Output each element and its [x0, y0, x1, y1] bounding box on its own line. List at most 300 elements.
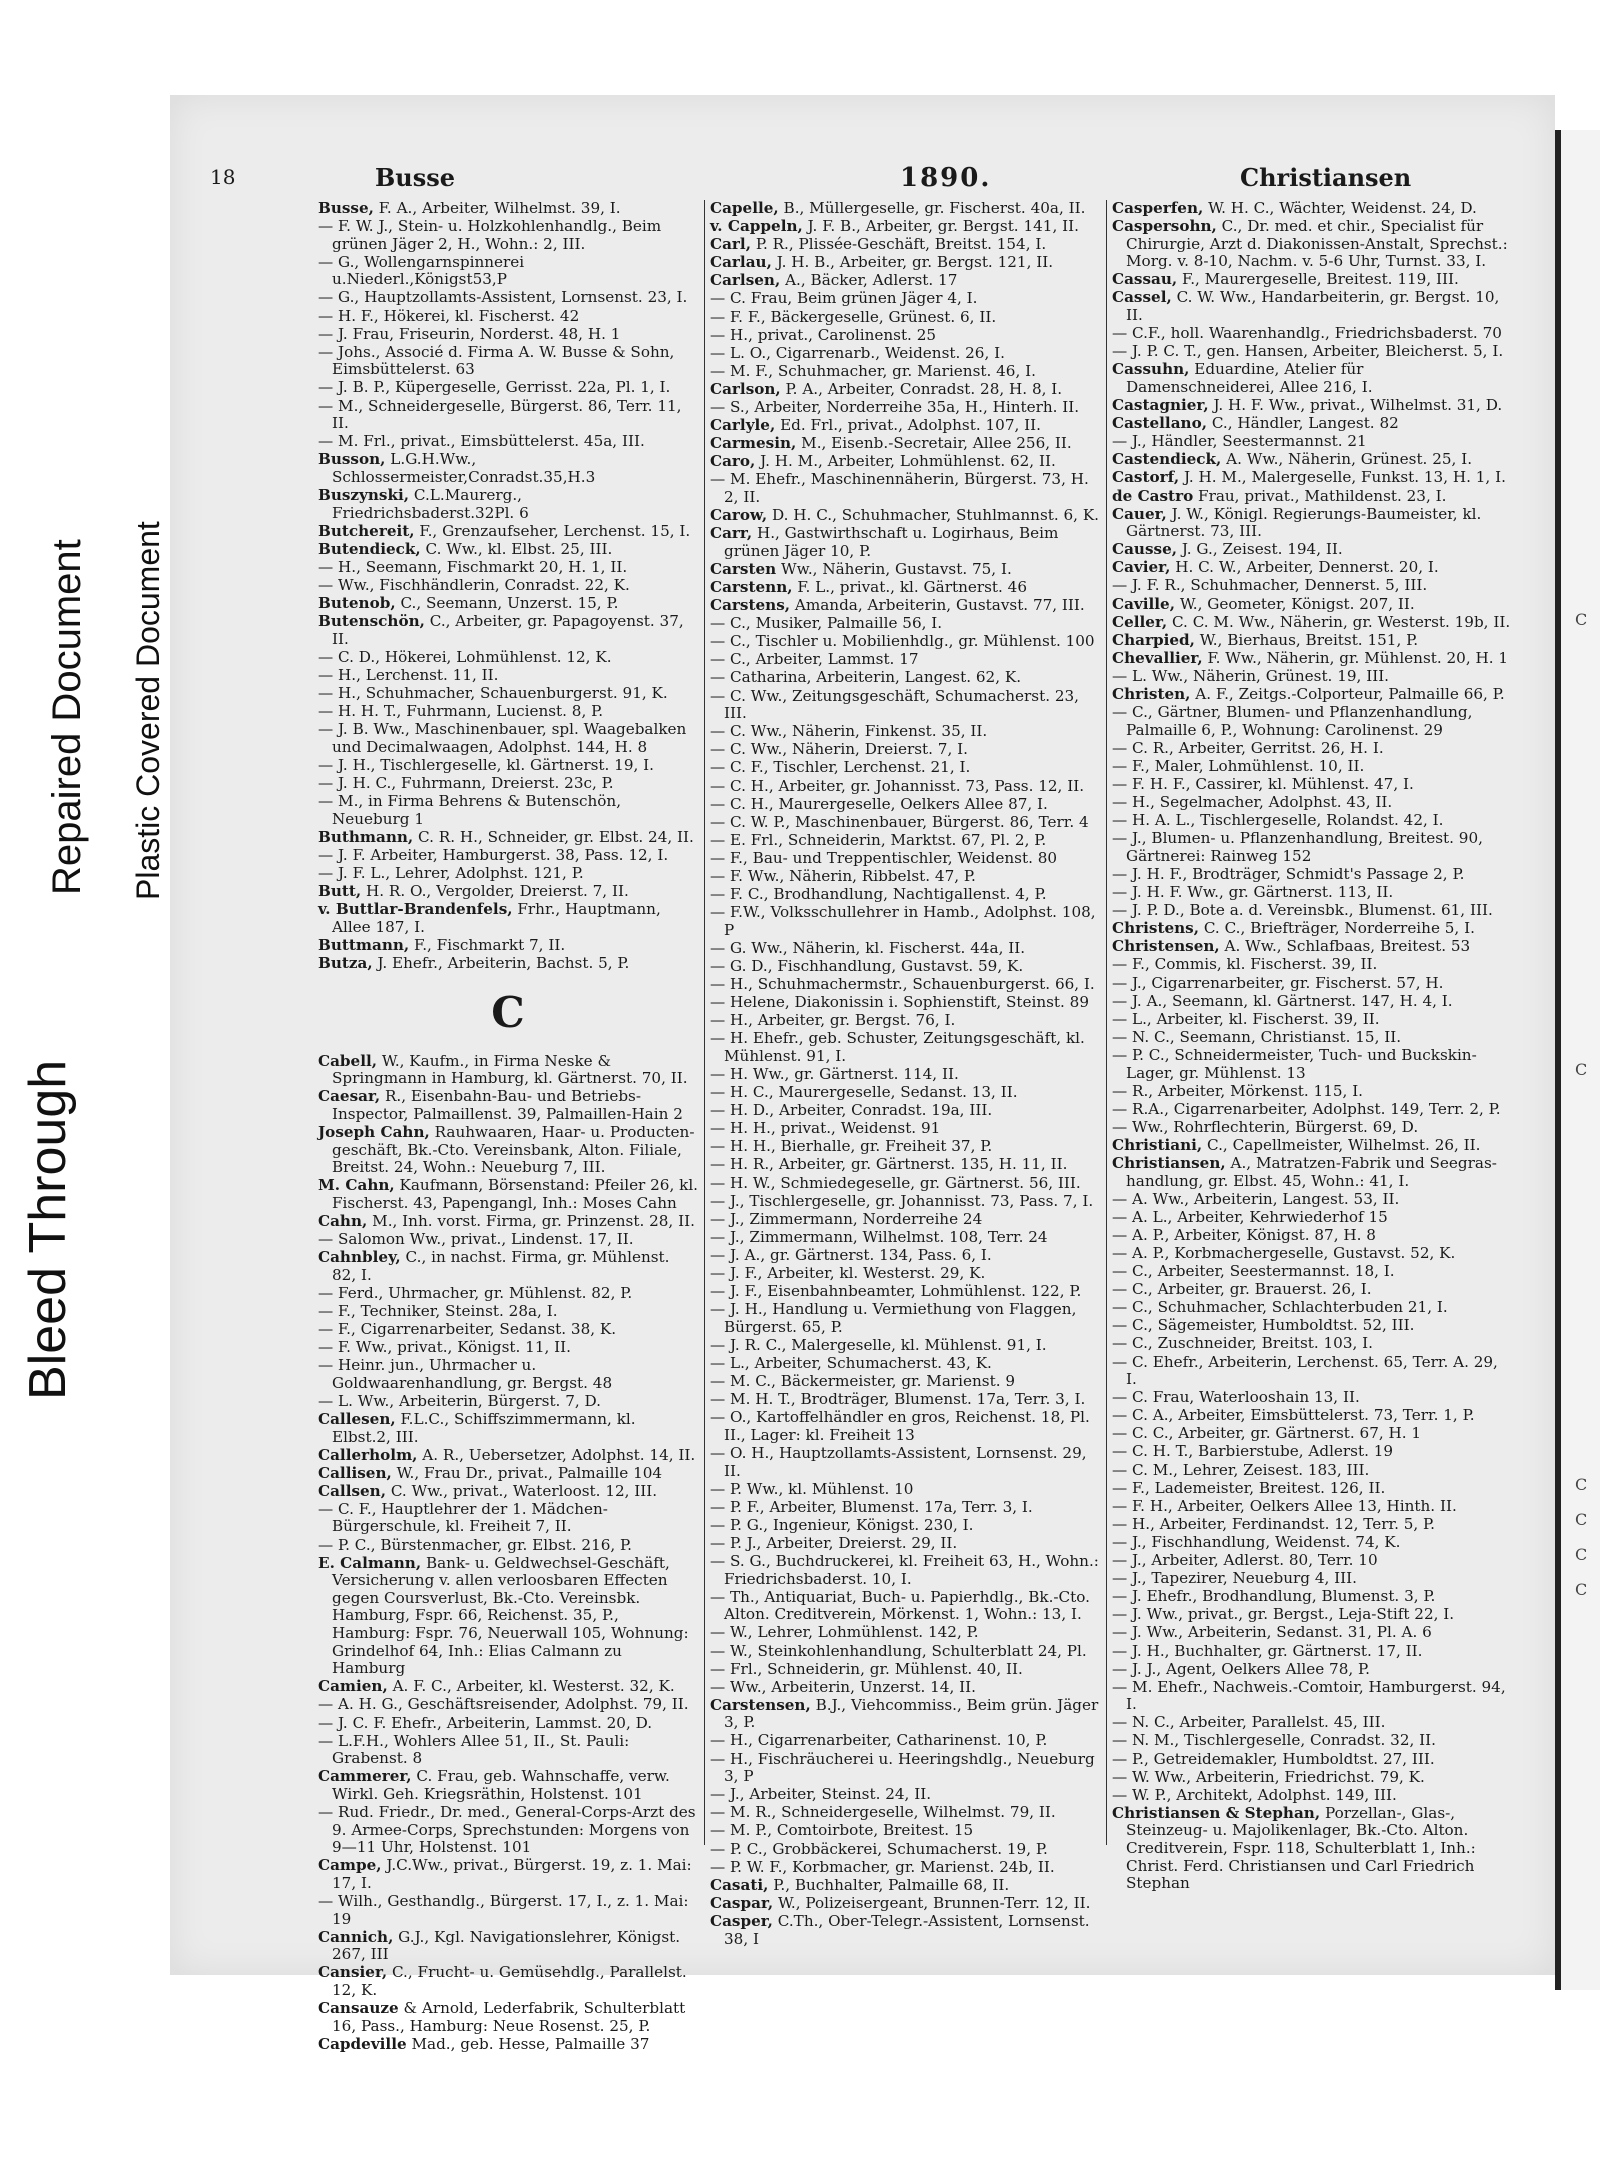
entry-details: H., Gastwirthschaft u. Logirhaus, Beim grünen Jäger 10, P. — [724, 524, 1059, 560]
entry-details: Ww., Näherin, Gustavst. 75, I. — [776, 559, 1012, 578]
directory-entry — [710, 1859, 1100, 1877]
entry-details: C., Arbeiter, gr. Papagoyenst. 37, II. — [332, 612, 684, 648]
directory-entry — [1112, 271, 1512, 289]
directory-entry — [710, 1661, 1100, 1679]
directory-entry — [710, 453, 1100, 471]
entry-details: — C., Musiker, Palmaille 56, I. — [710, 614, 943, 633]
entry-details: — J. Frau, Friseurin, Norderst. 48, H. 1 — [318, 324, 621, 343]
directory-entry — [1112, 1047, 1512, 1082]
entry-details: — P. W. F., Korbmacher, gr. Marienst. 24b, II. — [710, 1857, 1055, 1876]
directory-entry — [1112, 1443, 1512, 1461]
directory-entry — [710, 832, 1100, 850]
directory-entry — [710, 1265, 1100, 1283]
entry-details: — F. Ww., privat., Königst. 11, II. — [318, 1338, 571, 1357]
entry-details: M., Inh. vorst. Firma, gr. Prinzenst. 28, II. — [367, 1211, 695, 1230]
entry-details: — M. H. T., Brodträger, Blumenst. 17a, Terr. 3, I. — [710, 1390, 1086, 1409]
entry-surname: Cahn, — [318, 1211, 368, 1230]
directory-entry — [318, 289, 698, 307]
directory-entry — [318, 1357, 698, 1392]
entry-details: — C., Tischler u. Mobilienhdlg., gr. Mühlenst. 100 — [710, 632, 1095, 651]
directory-entry — [710, 741, 1100, 759]
directory-entry — [710, 1499, 1100, 1517]
entry-details: — J. C. F. Ehefr., Arbeiterin, Lammst. 20, D. — [318, 1713, 653, 1732]
directory-entry — [710, 886, 1100, 904]
directory-entry — [1112, 541, 1512, 559]
entry-details: — J. H. C., Fuhrmann, Dreierst. 23c, P. — [318, 774, 614, 792]
directory-entry — [1112, 1498, 1512, 1516]
directory-entry — [1112, 1606, 1512, 1624]
directory-entry — [1112, 1588, 1512, 1606]
entry-surname: Cannich, — [318, 1927, 394, 1946]
entry-details: F., Maurergeselle, Breitest. 119, III. — [1177, 270, 1459, 289]
directory-entry — [318, 1964, 698, 1999]
entry-details: — H. C., Maurergeselle, Sedanst. 13, II. — [710, 1083, 1018, 1102]
entry-surname: Casati, — [710, 1875, 769, 1894]
directory-entry — [1112, 1083, 1512, 1101]
directory-entry — [318, 487, 698, 522]
entry-details: — W. P., Architekt, Adolphst. 149, III. — [1112, 1785, 1397, 1804]
directory-entry — [710, 471, 1100, 506]
entry-details: — J. P. C. T., gen. Hansen, Arbeiter, Bleicherst. 5, I. — [1112, 342, 1504, 361]
entry-details: — J., Tapezirer, Neueburg 4, III. — [1112, 1569, 1357, 1588]
directory-entry — [710, 1283, 1100, 1301]
directory-entry — [710, 904, 1100, 939]
directory-entry — [318, 1321, 698, 1339]
directory-entry — [1112, 668, 1512, 686]
directory-entry — [318, 1411, 698, 1446]
entry-details: — H., Schuhmachermstr., Schauenburgerst. 66, I. — [710, 975, 1095, 994]
directory-entry — [318, 2000, 698, 2035]
entry-details: J. G., Zeisest. 194, II. — [1177, 540, 1343, 559]
directory-entry — [710, 381, 1100, 399]
entry-surname: Busse, — [318, 199, 374, 217]
directory-entry — [1112, 1011, 1512, 1029]
entry-surname: Buttmann, — [318, 935, 410, 954]
directory-entry — [1112, 488, 1512, 506]
directory-entry — [710, 254, 1100, 272]
directory-entry — [1112, 1624, 1512, 1642]
directory-entry — [318, 218, 698, 253]
directory-entry — [710, 1895, 1100, 1913]
entry-surname: Callsen, — [318, 1481, 387, 1500]
directory-entry — [1112, 1769, 1512, 1787]
entry-surname: Christiani, — [1112, 1135, 1203, 1154]
entry-details: F.L.C., Schiffszimmermann, kl. Elbst.2, III. — [332, 1409, 636, 1446]
directory-entry — [318, 865, 698, 883]
directory-entry — [1112, 884, 1512, 902]
entry-details: A., Matratzen-Fabrik und Seegras-handlung, gr. Elbst. 45, Wohn.: 41, I. — [1126, 1153, 1497, 1190]
entry-surname: Campe, — [318, 1856, 382, 1875]
entry-surname: M. Cahn, — [318, 1176, 395, 1195]
entry-details: F. A., Arbeiter, Wilhelmst. 39, I. — [373, 199, 621, 217]
entry-details: — P. Ww., kl. Mühlenst. 10 — [710, 1479, 914, 1498]
entry-details: — M. Ehefr., Nachweis.-Comtoir, Hamburgerst. 94, I. — [1112, 1677, 1506, 1714]
repaired-document-label: Repaired Document — [45, 539, 89, 895]
entry-details: — F. H., Arbeiter, Oelkers Allee 13, Hinth. II. — [1112, 1496, 1457, 1515]
entry-surname: Cavier, — [1112, 558, 1171, 577]
directory-entry — [1112, 812, 1512, 830]
directory-entry — [1112, 794, 1512, 812]
entry-details: — J. B. P., Küpergeselle, Gerrisst. 22a, Pl. 1, I. — [318, 378, 671, 397]
entry-details: — C. D., Hökerei, Lohmühlenst. 12, K. — [318, 647, 612, 666]
entry-details: — A. P., Arbeiter, Königst. 87, H. 8 — [1112, 1225, 1376, 1244]
entry-details: — J. H. F. Ww., gr. Gärtnerst. 113, II. — [1112, 883, 1394, 902]
entry-surname: Causse, — [1112, 540, 1178, 559]
directory-entry — [710, 399, 1100, 417]
directory-entry — [710, 1786, 1100, 1804]
directory-entry — [710, 1481, 1100, 1499]
entry-details: G.J., Kgl. Navigationslehrer, Königst. 267, III — [332, 1927, 681, 1964]
directory-entry — [710, 1697, 1100, 1732]
entry-details: — F. C., Brodhandlung, Nachtigallenst. 4, P. — [710, 885, 1047, 904]
directory-entry — [710, 363, 1100, 381]
directory-entry — [710, 1391, 1100, 1409]
entry-surname: Carr, — [710, 524, 753, 543]
directory-entry — [1112, 1425, 1512, 1443]
entry-surname: Carstenn, — [710, 577, 793, 596]
directory-column-1 — [318, 200, 698, 2054]
directory-entry — [1112, 1101, 1512, 1119]
entry-details: — W., Lehrer, Lohmühlenst. 142, P. — [710, 1623, 979, 1642]
directory-entry — [1112, 1714, 1512, 1732]
directory-entry — [1112, 1751, 1512, 1769]
directory-entry — [1112, 1679, 1512, 1714]
directory-entry — [1112, 650, 1512, 668]
directory-entry — [710, 1138, 1100, 1156]
entry-details: — G. Ww., Näherin, kl. Fischerst. 44a, II. — [710, 938, 1026, 957]
directory-entry — [1112, 1787, 1512, 1805]
entry-details: P., Buchhalter, Palmaille 68, II. — [768, 1875, 1010, 1894]
directory-entry — [710, 669, 1100, 687]
entry-details: — Catharina, Arbeiterin, Langest. 62, K. — [710, 668, 1022, 687]
entry-details: A. Ww., Schlafbaas, Breitest. 53 — [1219, 937, 1471, 956]
entry-details: W., Kaufm., in Firma Neske & Springmann in Hamburg, kl. Gärtnerst. 70, II. — [332, 1051, 688, 1088]
entry-details: J. W., Königl. Regierungs-Baumeister, kl. Gärtnerst. 73, III. — [1126, 504, 1482, 541]
directory-entry — [710, 994, 1100, 1012]
entry-surname: Christensen, — [1112, 937, 1220, 956]
directory-entry — [710, 525, 1100, 560]
entry-surname: Celler, — [1112, 612, 1168, 631]
entry-surname: Caesar, — [318, 1087, 381, 1106]
entry-details: B., Müllergeselle, gr. Fischerst. 40a, II. — [778, 199, 1086, 217]
entry-details: F., Grenzaufseher, Lerchenst. 15, I. — [414, 521, 691, 540]
entry-details: M., Eisenb.-Secretair, Allee 256, II. — [796, 434, 1072, 453]
entry-details: C., Frucht- u. Gemüsehdlg., Parallelst. 12, K. — [332, 1963, 687, 1999]
entry-details: — J. H., Tischlergeselle, kl. Gärtnerst. 19, I. — [318, 755, 654, 774]
directory-entry — [710, 868, 1100, 886]
entry-surname: Butenob, — [318, 594, 396, 613]
entry-details: H. C. W., Arbeiter, Dennerst. 20, I. — [1170, 558, 1439, 577]
entry-details: — J. F. R., Schuhmacher, Dennerst. 5, III. — [1112, 576, 1428, 595]
entry-details: — N. C., Arbeiter, Parallelst. 45, III. — [1112, 1713, 1386, 1732]
directory-entry — [710, 1229, 1100, 1247]
entry-details: F. Ww., Näherin, gr. Mühlenst. 20, H. 1 — [1202, 648, 1509, 667]
entry-details: — Helene, Diakonissin i. Sophienstift, Steinst. 89 — [710, 993, 1089, 1012]
entry-surname: Castendieck, — [1112, 450, 1222, 469]
entry-details: A. F. C., Arbeiter, kl. Westerst. 32, K. — [387, 1677, 675, 1696]
entry-details: C., Capellmeister, Wilhelmst. 26, II. — [1202, 1135, 1481, 1154]
directory-entry — [318, 1857, 698, 1892]
entry-details: — G., Hauptzollamts-Assistent, Lornsenst. 23, I. — [318, 288, 688, 307]
entry-details: — J., Arbeiter, Adlerst. 80, Terr. 10 — [1112, 1551, 1378, 1570]
entry-details: — H. H., privat., Weidenst. 91 — [710, 1119, 941, 1138]
entry-details: — W. Ww., Arbeiterin, Friedrichst. 79, K. — [1112, 1767, 1425, 1786]
entry-details: W., Geometer, Königst. 207, II. — [1175, 594, 1415, 613]
directory-entry — [1112, 1227, 1512, 1245]
entry-details: — C., Arbeiter, Lammst. 17 — [710, 650, 919, 669]
entry-details: Frhr., Hauptmann, Allee 187, I. — [332, 900, 661, 936]
directory-entry — [1112, 1389, 1512, 1407]
entry-details: — C. R., Arbeiter, Gerritst. 26, H. I. — [1112, 738, 1384, 757]
directory-entry — [1112, 1029, 1512, 1047]
entry-details: — H. D., Arbeiter, Conradst. 19a, III. — [710, 1101, 993, 1120]
entry-details: — H. A. L., Tischlergeselle, Rolandst. 42, I. — [1112, 811, 1444, 830]
entry-surname: Castagnier, — [1112, 396, 1209, 415]
directory-entry — [710, 1156, 1100, 1174]
entry-details: — A. H. G., Geschäftsreisender, Adolphst. 79, II. — [318, 1695, 689, 1714]
section-letter: C — [491, 987, 525, 1037]
directory-entry — [1112, 1317, 1512, 1335]
entry-details: — P. C., Grobbäckerei, Schumacherst. 19, P. — [710, 1839, 1048, 1858]
page-number: 18 — [210, 165, 236, 189]
entry-details: — C. M., Lehrer, Zeisest. 183, III. — [1112, 1460, 1370, 1479]
directory-entry — [710, 1120, 1100, 1138]
entry-details: — M. R., Schneidergeselle, Wilhelmst. 79, II. — [710, 1803, 1056, 1822]
entry-details: — F., Lademeister, Breitest. 126, II. — [1112, 1478, 1386, 1497]
entry-details: — A. L., Arbeiter, Kehrwiederhof 15 — [1112, 1207, 1388, 1226]
entry-details: Kaufmann, Börsenstand: Pfeiler 26, kl. Fischerst. 43, Papengangl, Inh.: Moses Cahn — [332, 1176, 699, 1212]
directory-entry — [318, 1285, 698, 1303]
entry-details: L.G.H.Ww., Schlossermeister,Conradst.35,H.3 — [332, 450, 596, 486]
entry-details: — C., Gärtner, Blumen- und Pflanzenhandlung, Palmaille 6, P., Wohnung: Carolinenst. 29 — [1112, 703, 1473, 739]
directory-entry — [318, 829, 698, 847]
entry-details: — J. F., Arbeiter, kl. Westerst. 29, K. — [710, 1264, 986, 1283]
directory-entry — [1112, 614, 1512, 632]
directory-entry — [1112, 1245, 1512, 1263]
entry-details: C., Seemann, Unzerst. 15, P. — [395, 594, 619, 613]
directory-entry — [1112, 397, 1512, 415]
entry-details: — H., Arbeiter, gr. Bergst. 76, I. — [710, 1011, 956, 1030]
entry-details: C., in nachst. Firma, gr. Mühlenst. 82, I. — [332, 1248, 670, 1284]
entry-details: — Johs., Associé d. Firma A. W. Busse & Sohn, Eimsbüttelerst. 63 — [318, 342, 675, 379]
directory-entry — [710, 1355, 1100, 1373]
entry-details: — A. Ww., Arbeiterin, Langest. 53, II. — [1112, 1189, 1400, 1208]
entry-details: — L. O., Cigarrenarb., Weidenst. 26, I. — [710, 343, 1005, 362]
directory-entry — [1112, 415, 1512, 433]
entry-details: F., Fischmarkt 7, II. — [409, 935, 566, 954]
directory-entry — [318, 200, 698, 218]
entry-details: — Heinr. jun., Uhrmacher u. Goldwaarenhandlung, gr. Bergst. 48 — [318, 1356, 613, 1392]
directory-entry — [318, 1929, 698, 1964]
plastic-covered-label: Plastic Covered Document — [130, 521, 166, 900]
entry-details: — C. F., Hauptlehrer der 1. Mädchen-Bürgerschule, kl. Freiheit 7, II. — [318, 1499, 608, 1536]
entry-surname: Cabell, — [318, 1051, 378, 1070]
entry-details: — H. Ww., gr. Gärtnerst. 114, II. — [710, 1065, 959, 1083]
entry-details: — J. R. C., Malergeselle, kl. Mühlenst. 91, I. — [710, 1335, 1047, 1354]
directory-entry — [318, 326, 698, 344]
entry-details: — J. F. L., Lehrer, Adolphst. 121, P. — [318, 863, 584, 882]
entry-details: A. Ww., Näherin, Grünest. 25, I. — [1221, 450, 1473, 469]
entry-details: — Ww., Fischhändlerin, Conradst. 22, K. — [318, 575, 630, 594]
directory-entry — [318, 1393, 698, 1411]
entry-details: — M. F., Schuhmacher, gr. Marienst. 46, I. — [710, 361, 1036, 380]
directory-entry — [710, 200, 1100, 218]
directory-entry — [710, 1877, 1100, 1895]
entry-details: H. R. O., Vergolder, Dreierst. 7, II. — [361, 882, 629, 901]
directory-entry — [318, 721, 698, 756]
directory-entry — [710, 615, 1100, 633]
entry-details: — M., in Firma Behrens & Butenschön, Neueburg 1 — [318, 792, 622, 828]
entry-details: W., Bierhaus, Breitst. 151, P. — [1194, 630, 1419, 649]
directory-entry — [710, 417, 1100, 435]
directory-entry — [710, 940, 1100, 958]
entry-details: — G. D., Fischhandlung, Gustavst. 59, K. — [710, 956, 1024, 975]
entry-details: — C., Arbeiter, Seestermannst. 18, I. — [1112, 1262, 1395, 1281]
entry-surname: Carl, — [710, 235, 751, 254]
directory-entry — [1112, 200, 1512, 218]
entry-details: C. Ww., kl. Elbst. 25, III. — [420, 539, 613, 558]
entry-surname: Caville, — [1112, 594, 1176, 613]
entry-details: — Rud. Friedr., Dr. med., General-Corps-Arzt des 9. Armee-Corps, Sprechstunden: Morgens von 9—11 Uhr, Holstenst. 101 — [318, 1802, 696, 1857]
directory-entry — [1112, 758, 1512, 776]
directory-entry — [1112, 1480, 1512, 1498]
directory-entry — [710, 1913, 1100, 1948]
entry-details: F. L., privat., kl. Gärtnerst. 46 — [792, 577, 1027, 596]
entry-details: — P. F., Arbeiter, Blumenst. 17a, Terr. 3, I. — [710, 1497, 1033, 1516]
entry-details: J. H. F. Ww., privat., Wilhelmst. 31, D. — [1208, 396, 1503, 415]
directory-entry — [710, 1102, 1100, 1120]
directory-entry — [710, 633, 1100, 651]
directory-entry — [1112, 1534, 1512, 1552]
entry-details: P. R., Plissée-Geschäft, Breitst. 154, I. — [751, 235, 1047, 254]
entry-surname: Callesen, — [318, 1409, 396, 1428]
page-header — [210, 165, 1530, 195]
entry-surname: Caspar, — [710, 1893, 774, 1912]
entry-details: B.J., Viehcommiss., Beim grün. Jäger 3, P. — [724, 1695, 1099, 1732]
directory-entry — [710, 1066, 1100, 1084]
directory-entry — [1112, 325, 1512, 343]
entry-surname: Buthmann, — [318, 827, 414, 846]
directory-entry — [710, 778, 1100, 796]
directory-entry — [1112, 975, 1512, 993]
directory-entry — [1112, 993, 1512, 1011]
directory-entry — [1112, 1661, 1512, 1679]
entry-details: — F. W. J., Stein- u. Holzkohlenhandlg., Beim grünen Jäger 2, H., Wohn.: 2, III. — [318, 217, 662, 253]
directory-entry — [710, 1589, 1100, 1624]
directory-entry — [710, 759, 1100, 777]
directory-entry — [710, 1012, 1100, 1030]
entry-surname: Callisen, — [318, 1463, 392, 1482]
entry-details: — J. Ehefr., Brodhandlung, Blumenst. 3, P. — [1112, 1587, 1436, 1606]
entry-surname: Butendieck, — [318, 539, 421, 558]
entry-surname: Cansier, — [318, 1963, 388, 1982]
directory-entry — [318, 1303, 698, 1321]
entry-details: — H., Seemann, Fischmarkt 20, H. 1, II. — [318, 557, 628, 576]
directory-entry — [1112, 1732, 1512, 1750]
directory-entry — [318, 775, 698, 793]
entry-details: — H. H., Bierhalle, gr. Freiheit 37, P. — [710, 1137, 993, 1156]
directory-entry — [710, 1301, 1100, 1336]
adjacent-page-edge: C C C C C C — [1555, 130, 1600, 1990]
directory-entry — [318, 308, 698, 326]
directory-entry — [1112, 451, 1512, 469]
directory-entry — [710, 1624, 1100, 1642]
entry-details: — H., Segelmacher, Adolphst. 43, II. — [1112, 793, 1393, 812]
entry-surname: Cammerer, — [318, 1767, 412, 1786]
entry-details: — M. C., Bäckermeister, gr. Marienst. 9 — [710, 1372, 1016, 1391]
directory-page — [170, 95, 1555, 2053]
directory-entry — [318, 451, 698, 486]
entry-details: — H., Cigarrenarbeiter, Catharinenst. 10, P. — [710, 1731, 1048, 1750]
entry-surname: Callerholm, — [318, 1445, 418, 1464]
directory-entry — [710, 579, 1100, 597]
directory-entry — [318, 1501, 698, 1536]
directory-entry — [710, 1517, 1100, 1535]
entry-details: — P. G., Ingenieur, Königst. 230, I. — [710, 1515, 974, 1534]
directory-entry — [318, 901, 698, 936]
directory-entry — [710, 1211, 1100, 1229]
directory-entry — [710, 1822, 1100, 1840]
directory-entry — [1112, 632, 1512, 650]
entry-details: — F. Ww., Näherin, Ribbelst. 47, P. — [710, 866, 976, 885]
entry-details: J. F. B., Arbeiter, gr. Bergst. 141, II. — [802, 217, 1079, 236]
entry-surname: Charpied, — [1112, 630, 1195, 649]
entry-surname: Castellano, — [1112, 414, 1207, 433]
entry-details: — Salomon Ww., privat., Lindenst. 17, II. — [318, 1229, 634, 1248]
entry-surname: Casperfen, — [1112, 199, 1204, 217]
entry-surname: Carlyle, — [710, 416, 776, 435]
entry-details: — J. P. D., Bote a. d. Vereinsbk., Blumenst. 61, III. — [1112, 901, 1493, 920]
entry-surname: de Castro — [1112, 486, 1194, 505]
entry-details: — C. Ehefr., Arbeiterin, Lerchenst. 65, Terr. A. 29, I. — [1112, 1352, 1498, 1389]
entry-surname: Butza, — [318, 953, 373, 972]
entry-details: C. Ww., privat., Waterloost. 12, III. — [386, 1481, 658, 1500]
entry-details: C.L.Maurerg., Friedrichsbaderst.32Pl. 6 — [332, 486, 529, 522]
directory-entry — [318, 1124, 698, 1177]
entry-details: Eduardine, Atelier für Damenschneiderei, Allee 216, I. — [1126, 360, 1373, 396]
directory-entry — [710, 561, 1100, 579]
directory-entry — [710, 1373, 1100, 1391]
directory-entry — [1112, 686, 1512, 704]
entry-details: — J. J., Agent, Oelkers Allee 78, P. — [1112, 1659, 1370, 1678]
entry-details: — S., Arbeiter, Norderreihe 35a, H., Hinterh. II. — [710, 398, 1080, 417]
directory-entry — [710, 1553, 1100, 1588]
directory-entry — [318, 847, 698, 865]
directory-entry — [318, 1804, 698, 1857]
left-running-head: Busse — [375, 163, 456, 192]
directory-entry — [1112, 577, 1512, 595]
entry-surname: Busson, — [318, 450, 386, 469]
entry-details: — H., Schuhmacher, Schauenburgerst. 91, K. — [318, 684, 668, 703]
entry-surname: Christiansen & Stephan, — [1112, 1803, 1321, 1822]
entry-details: — N. M., Tischlergeselle, Conradst. 32, II. — [1112, 1731, 1436, 1750]
directory-entry — [710, 796, 1100, 814]
directory-entry — [318, 1555, 698, 1678]
directory-column-2 — [710, 200, 1100, 1949]
entry-details: — Ww., Rohrflechterin, Bürgerst. 69, D. — [1112, 1117, 1419, 1136]
entry-surname: Capelle, — [710, 199, 779, 217]
directory-entry — [318, 379, 698, 397]
directory-entry — [1112, 1209, 1512, 1227]
column-rule — [1106, 200, 1107, 1845]
entry-details: J.C.Ww., privat., Bürgerst. 19, z. 1. Mai: 17, I. — [332, 1856, 692, 1892]
entry-details: C. W. Ww., Handarbeiterin, gr. Bergst. 10, II. — [1126, 288, 1500, 325]
entry-details: — H. H. T., Fuhrmann, Lucienst. 8, P. — [318, 702, 604, 721]
directory-entry — [710, 850, 1100, 868]
entry-details: — F.W., Volksschullehrer in Hamb., Adolphst. 108, P — [710, 903, 1096, 939]
entry-details: — R.A., Cigarrenarbeiter, Adolphst. 149, Terr. 2, P. — [1112, 1099, 1501, 1118]
entry-surname: Carmesin, — [710, 434, 797, 453]
